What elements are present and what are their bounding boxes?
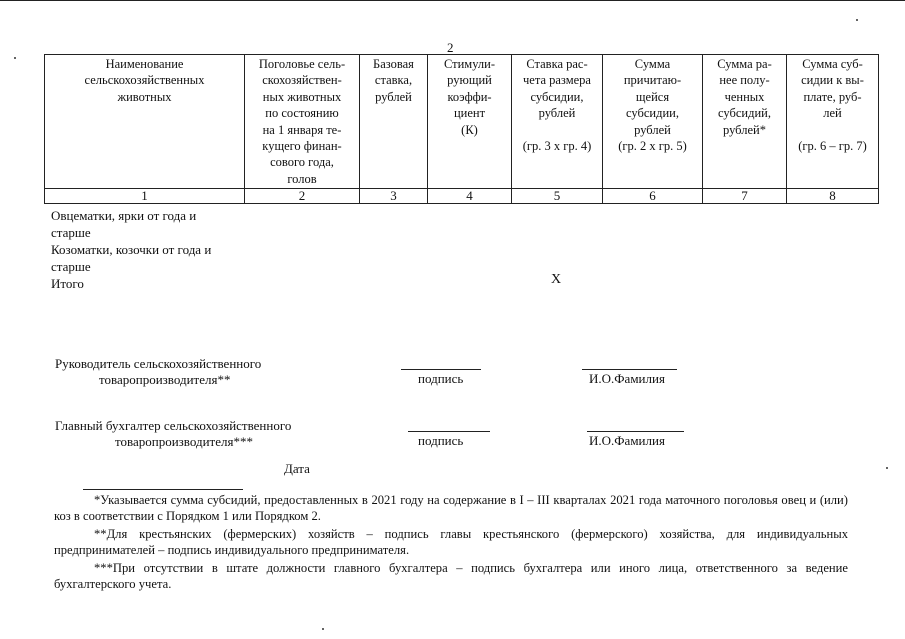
- footnote-2: **Для крестьянских (фермерских) хозяйств – подпись главы крестьянского (фермерского) хозяйства, для индивидуальных предпринимателей – подпись индивидуального предпринимателя.: [54, 526, 848, 558]
- column-number: 1: [45, 189, 245, 204]
- head-sign-line: [401, 369, 481, 370]
- accountant-sign-caption: подпись: [418, 433, 464, 448]
- head-sign-caption: подпись: [418, 371, 464, 386]
- column-number: 3: [360, 189, 428, 204]
- accountant-title-line1: Главный бухгалтер сельскохозяйственного: [55, 417, 292, 433]
- scan-speck: [856, 19, 858, 21]
- footnotes: [54, 492, 848, 593]
- header-livestock-count: Поголовье сель- скохозяйствен- ных животных по состоянию на 1 января те- кущего финан- сового года, голов: [245, 55, 360, 189]
- footnote-1: *Указывается сумма субсидий, предоставленных в 2021 году на содержание в I – III кварталах 2021 года маточного поголовья овец и (или) коз в соответствии с Порядком 1 или Порядком 2.: [54, 493, 848, 524]
- header-base-rate: Базовая ставка, рублей: [360, 55, 428, 189]
- scan-speck: [886, 467, 888, 469]
- header-due-subsidy: Сумма причитаю- щейся субсидии, рублей (гр. 2 х гр. 5): [603, 55, 703, 189]
- column-number: 6: [603, 189, 703, 204]
- column-number: 8: [787, 189, 879, 204]
- accountant-sign-line: [408, 431, 490, 432]
- row-total: Итого: [51, 276, 84, 291]
- accountant-name-line: [587, 431, 684, 432]
- row-sheep: Овцематки, ярки от года и старше: [51, 208, 197, 240]
- total-x-mark: Х: [551, 272, 562, 287]
- scan-speck: [322, 628, 324, 630]
- column-number: 2: [245, 189, 360, 204]
- head-name-line: [582, 369, 677, 370]
- header-animal-name: Наименование сельскохозяйственных животных: [45, 55, 245, 189]
- head-name-caption: И.О.Фамилия: [589, 371, 665, 386]
- accountant-title-line2: товаропроизводителя***: [115, 434, 253, 449]
- header-calculation-rate: Ставка рас- чета размера субсидии, рублей (гр. 3 х гр. 4): [512, 55, 603, 189]
- page-number: 2: [447, 40, 454, 55]
- table-column-numbers-row: [45, 189, 879, 204]
- accountant-signature-label: [55, 401, 291, 467]
- scan-speck: [14, 57, 16, 59]
- accountant-name-caption: И.О.Фамилия: [589, 433, 665, 448]
- head-title-line1: Руководитель сельскохозяйственного: [55, 355, 262, 371]
- table-body-rows: [51, 207, 251, 292]
- footnote-3: ***При отсутствии в штате должности главного бухгалтера – подпись бухгалтера или иного лица, ответственного за ведение бухгалтерского учета.: [54, 560, 848, 592]
- header-payable-subsidy: Сумма суб- сидии к вы- плате, руб- лей (гр. 6 – гр. 7): [787, 55, 879, 189]
- header-received-subsidy: Сумма ра- нее полу- ченных субсидий, рублей*: [703, 55, 787, 189]
- subsidy-table: [44, 54, 879, 204]
- column-number: 5: [512, 189, 603, 204]
- column-number: 4: [428, 189, 512, 204]
- column-number: 7: [703, 189, 787, 204]
- date-label: Дата: [284, 461, 310, 476]
- head-title-line2: товаропроизводителя**: [99, 372, 231, 387]
- table-header-row: [45, 55, 879, 189]
- footnote-separator: [83, 489, 243, 490]
- head-signature-label: [55, 339, 261, 405]
- page-top-border: [0, 0, 905, 1]
- header-stimulating-coefficient: Стимули- рующий коэффи- циент (К): [428, 55, 512, 189]
- row-goats: Козоматки, козочки от года и старше: [51, 242, 212, 274]
